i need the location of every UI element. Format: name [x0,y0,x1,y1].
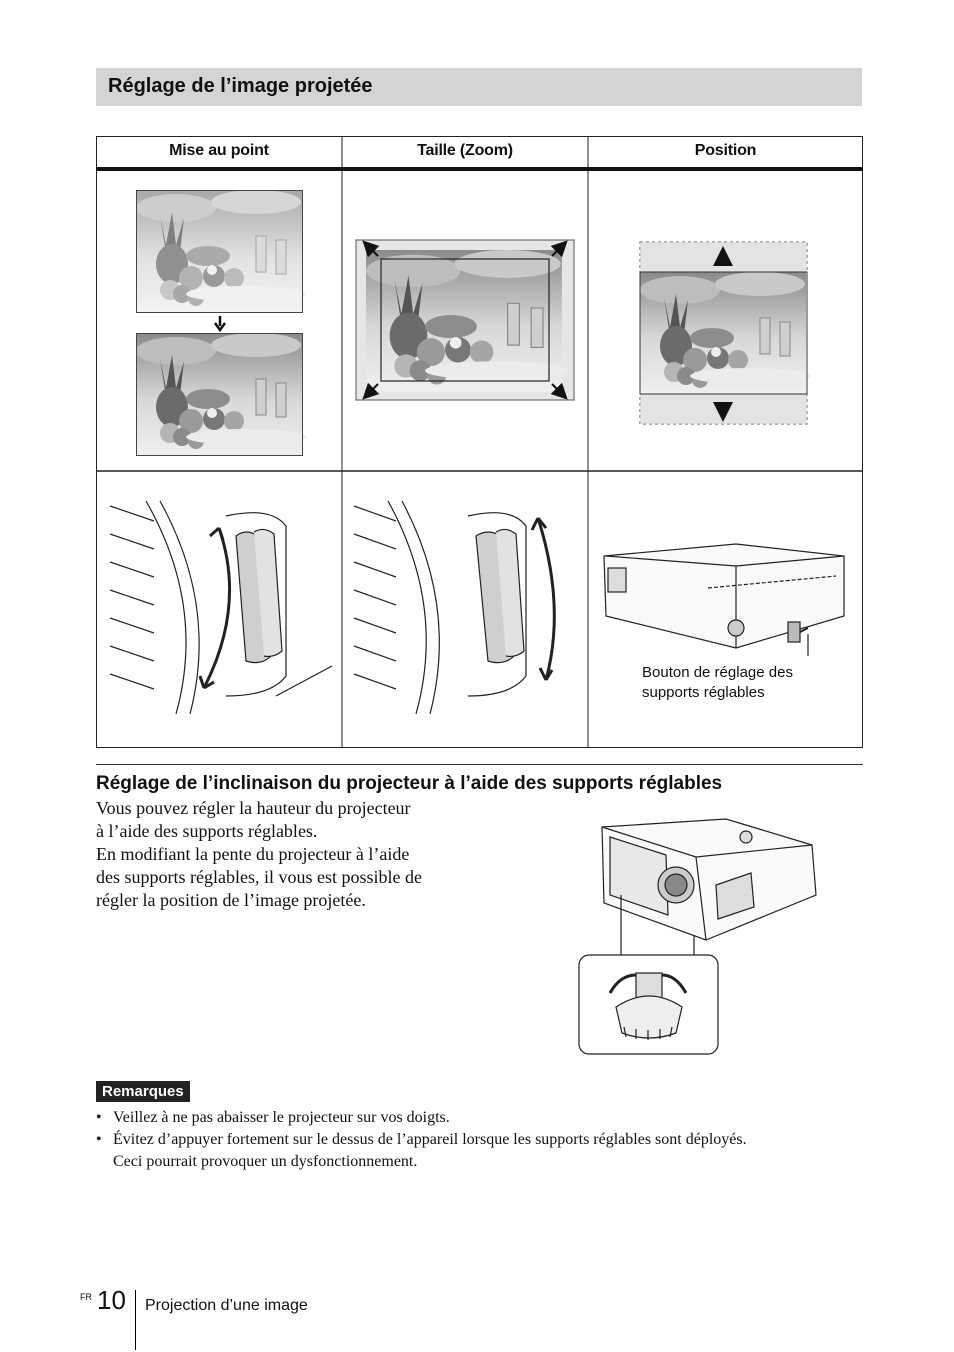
bullet: • [96,1131,102,1148]
zoom-photo [356,240,574,400]
body-line: des supports réglables, il vous est possible de [96,867,422,887]
subsection-title: Réglage de l’inclinaison du projecteur à l’aide des supports réglables [96,773,723,794]
notes-list [96,1107,876,1173]
note-item [96,1129,876,1151]
projector-adjuster-illustration [576,815,821,1060]
down-arrow-icon [215,316,225,330]
figure-table [96,136,863,748]
body-line: Vous pouvez régler la hauteur du projecteur [96,798,411,818]
section-title-bar [96,68,862,106]
header-zoom: Taille (Zoom) [417,142,513,159]
focus-photo-sharp [136,333,306,456]
remarks-label: Remarques [96,1081,190,1102]
body-line: En modifiant la pente du projecteur à l’aide [96,844,410,864]
table-grid [96,136,863,748]
header-focus: Mise au point [169,142,269,159]
body-text [96,797,466,912]
body-line: régler la position de l’image projetée. [96,890,366,910]
caption-line-1: Bouton de réglage des [642,664,793,681]
adjuster-button-caption [642,663,857,703]
subsection [96,764,863,795]
note-item-continued [96,1151,876,1173]
body-line: à l’aide des supports réglables. [96,821,318,841]
note-text: Ceci pourrait provoquer un dysfonctionnement. [113,1153,418,1170]
note-text: Veillez à ne pas abaisser le projecteur sur vos doigts. [113,1109,450,1126]
bullet: • [96,1109,102,1126]
caption-line-2: supports réglables [642,684,765,701]
projector-illustration-front [604,544,844,656]
footer-section: Projection d’une image [145,1297,308,1314]
focus-photo-blurred [136,190,306,313]
footer-lang: FR [80,1292,92,1302]
position-photo [640,242,810,424]
footer-divider [135,1290,136,1350]
header-position: Position [694,142,757,159]
focus-ring-illustration [110,501,332,714]
page-number: 10 [97,1285,126,1315]
zoom-ring-illustration [354,501,554,714]
section-title: Réglage de l’image projetée [108,75,373,97]
note-text: Évitez d’appuyer fortement sur le dessus de l’appareil lorsque les supports réglables sont déployés. [113,1131,747,1148]
note-item [96,1107,876,1129]
